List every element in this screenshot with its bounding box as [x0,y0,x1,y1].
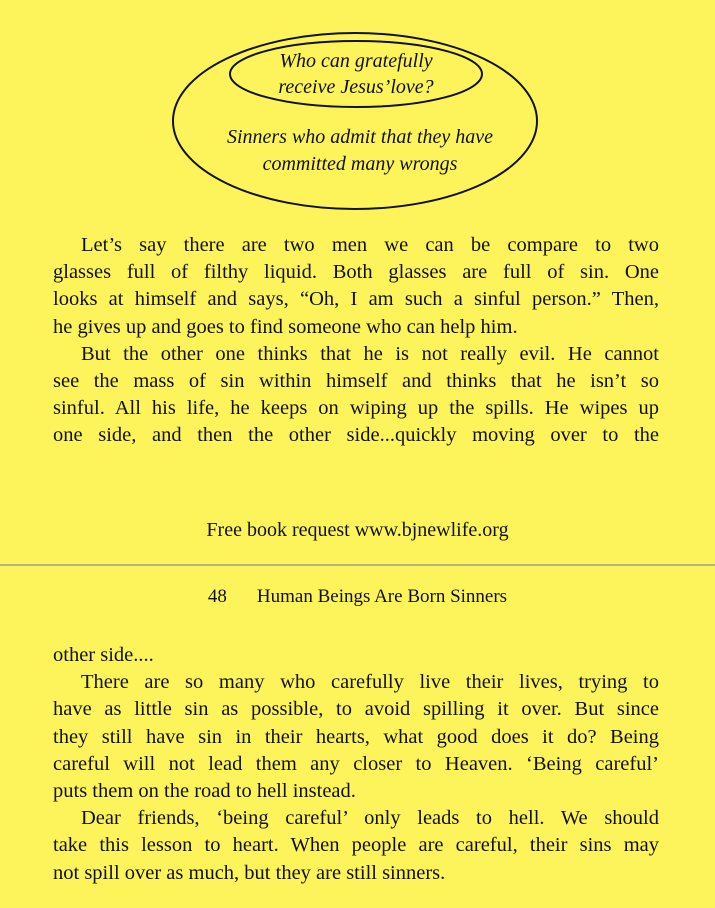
text-line: other side.... [53,644,154,666]
text-line: careful will not lead them any closer to Heaven. ‘Being careful’ [53,752,659,775]
text-line: he gives up and goes to find someone who can help him. [53,315,518,338]
text-line: puts them on the road to hell instead. [53,780,356,803]
text-line: take this lesson to heart. When people are careful, their sins may [53,834,659,857]
text-line: they still have sin in their hearts, what good does it do? Being [53,725,659,748]
text-line: Let’s say there are two men we can be compare to two [81,234,659,256]
text-line: not spill over as much, but they are still sinners. [53,861,446,884]
callout-question-line: receive Jesus’love? [278,76,434,98]
text-line: glasses full of filthy liquid. Both glasses are full of sin. One [53,261,659,284]
text-line: But the other one thinks that he is not really evil. He cannot [81,342,659,365]
callout-question [254,48,458,100]
free-book-request-footer: Free book request www.bjnewlife.org [206,519,509,541]
callout-answer [190,124,530,178]
text-line: see the mass of sin within himself and thinks that he isn’t so [53,370,659,393]
paragraph-careful-living [53,642,659,887]
page-number: 48 [207,586,227,607]
text-line: looks at himself and says, “Oh, I am such a sinful person.” Then, [53,288,659,311]
text-line: Dear friends, ‘being careful’ only leads to hell. We should [81,807,659,830]
text-line: one side, and then the other side...quickly moving over to the [53,424,659,447]
text-line: have as little sin as possible, to avoid spilling it over. But since [53,698,659,721]
page-divider [0,564,715,566]
text-line: There are so many who carefully live their lives, trying to [81,671,659,694]
paragraph-two-men [53,232,659,450]
callout-question-line: Who can gratefully [279,50,433,72]
callout-answer-line: committed many wrongs [262,153,458,175]
text-line: sinful. All his life, he keeps on wiping up the spills. He wipes up [53,397,659,420]
running-header [0,586,715,608]
running-title: Human Beings Are Born Sinners [256,586,508,607]
callout-answer-line: Sinners who admit that they have [226,126,494,148]
question-answer-callout [170,30,548,212]
